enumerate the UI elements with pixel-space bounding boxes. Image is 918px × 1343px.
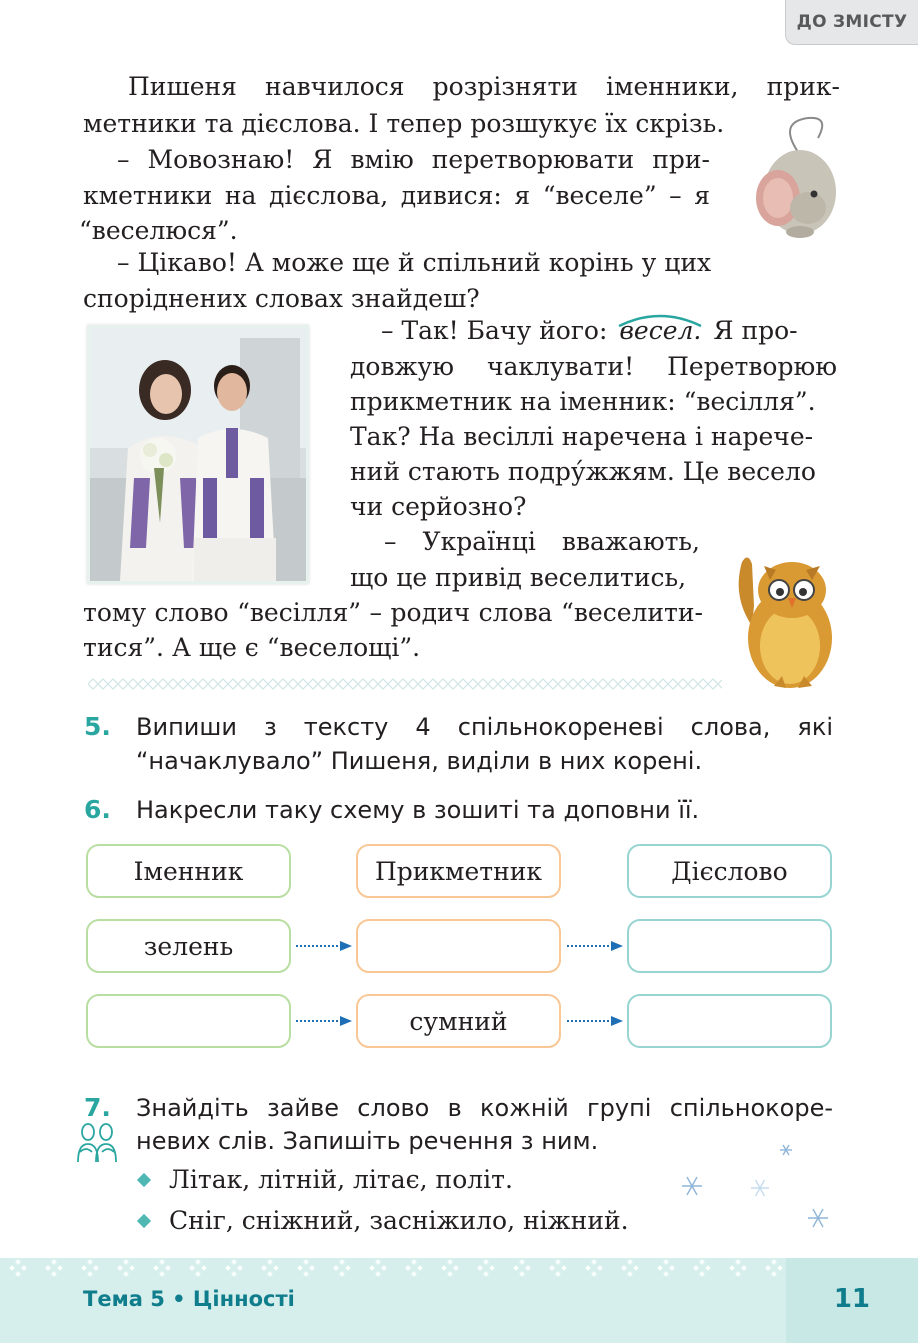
arrow-right-icon xyxy=(294,940,354,952)
story-line-16: тому слово “весілля” – родич слова “веселити- xyxy=(83,598,703,627)
scheme-header-verb: Дієслово xyxy=(627,844,832,898)
story-line-14: – Українці вважають, xyxy=(384,527,700,556)
task-5-number: 5. xyxy=(84,712,111,741)
scheme-row2-verb xyxy=(627,994,832,1048)
task-7-line-1: Знайдіть зайве слово в кожній групі спільнокоре- xyxy=(136,1094,833,1122)
task-6-number: 6. xyxy=(84,795,111,824)
story-line-11: Так? На весіллі наречена і нарече- xyxy=(350,422,814,451)
scheme-row1-adjective xyxy=(356,919,561,973)
story-line-8: – Так! Бачу його: весел. Я про- xyxy=(381,314,798,348)
decorative-divider xyxy=(88,678,722,690)
story-line-9: довжую чаклувати! Перетворюю xyxy=(350,352,837,381)
story-line-7: споріднених словах знайдеш? xyxy=(83,284,480,313)
scheme-header-adjective: Прикметник xyxy=(356,844,561,898)
task-7-bullet-1: Літак, літній, літає, політ. xyxy=(169,1165,513,1194)
arrow-right-icon xyxy=(294,1015,354,1027)
mouse-character-illustration xyxy=(748,112,840,244)
snowflakes-icon xyxy=(680,1138,840,1238)
task-7-number: 7. xyxy=(84,1093,111,1122)
scheme-row1-verb xyxy=(627,919,832,973)
story-line-6: – Цікаво! А може ще й спільний корінь у цих xyxy=(117,248,712,277)
task-5-line-1: Випиши з тексту 4 спільнокореневі слова, які xyxy=(136,713,833,741)
page-number: 11 xyxy=(833,1284,870,1314)
task-7-line-2: невих слів. Запишіть речення з ним. xyxy=(136,1127,599,1155)
task-6-text: Накресли таку схему в зошиті та доповни її. xyxy=(136,796,700,824)
scheme-header-noun: Іменник xyxy=(86,844,291,898)
task-7-bullet-2: Сніг, сніжний, засніжило, ніжний. xyxy=(169,1206,629,1235)
wedding-couple-photo xyxy=(87,325,309,584)
story-line-5: “веселюся”. xyxy=(79,216,238,245)
story-line-3: – Мовознаю! Я вмію перетворювати при- xyxy=(117,145,710,174)
task-5-line-2: “начаклувало” Пишеня, виділи в них корені. xyxy=(136,747,703,775)
bullet-diamond-icon xyxy=(137,1173,151,1187)
story-line-17: тися”. А ще є “веселощі”. xyxy=(83,633,421,662)
footer-separator: • xyxy=(172,1287,186,1311)
story-line-4: кметники на дієслова, дивися: я “веселе” – я xyxy=(83,181,710,210)
story-line-13: чи серйозно? xyxy=(350,492,527,521)
root-arc xyxy=(615,310,705,328)
bullet-diamond-icon xyxy=(137,1214,151,1228)
arrow-right-icon xyxy=(565,940,625,952)
arrow-right-icon xyxy=(565,1015,625,1027)
footer-topic: Тема 5 • Цінності xyxy=(83,1287,295,1311)
scheme-row1-noun: зелень xyxy=(86,919,291,973)
pair-work-icon xyxy=(74,1122,120,1166)
story-line-2: метники та дієслова. І тепер розшукує їх скрізь. xyxy=(83,109,725,138)
story-line-12: ний стають подру́жжям. Це весело xyxy=(350,457,816,486)
scheme-row2-noun xyxy=(86,994,291,1048)
story-line-15: що це привід веселитись, xyxy=(350,563,687,592)
footer-ornament xyxy=(0,1258,918,1282)
scheme-row2-adjective: сумний xyxy=(356,994,561,1048)
table-of-contents-link[interactable]: ДО ЗМІСТУ xyxy=(785,0,918,45)
photo-image xyxy=(90,328,306,581)
owl-character-illustration xyxy=(724,546,844,696)
root-word: весел. xyxy=(619,314,701,348)
story-line-1: Пишеня навчилося розрізняти іменники, прик- xyxy=(128,72,840,101)
story-line-10: прикметник на іменник: “весілля”. xyxy=(350,387,816,416)
